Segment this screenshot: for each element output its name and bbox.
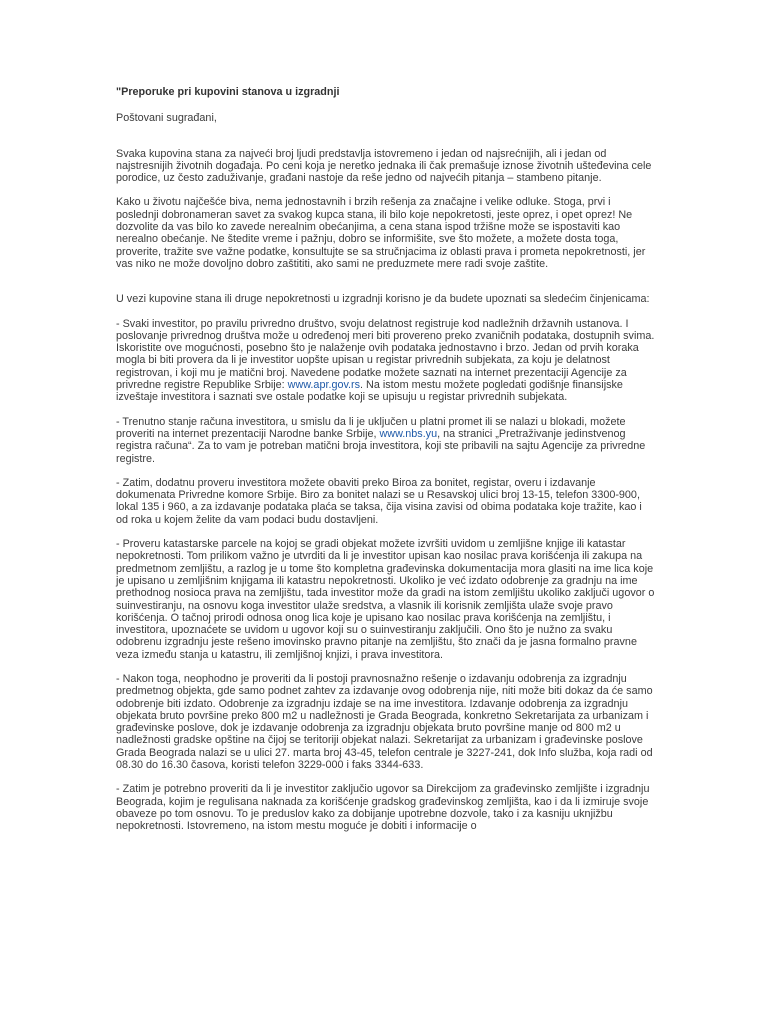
nbs-link[interactable]: www.nbs.yu bbox=[379, 427, 438, 440]
paragraph-direkcija-check: - Zatim je potrebno proveriti da li je investitor zaključio ugovor sa Direkcijom za građevinsko zemljište i izgradnju Beograda, kojim je regulisana naknada za korišćenje gradskog građevinskog zemljišta, kao i da li izmiruje svoje obaveze po tom osnovu. To je preduslov kako za dobijanje upotrebne dozvole, tako i za kasniju uknjižbu nepokretnosti. Istovremeno, na istom mestu moguće je dobiti i informacije o bbox=[116, 783, 650, 833]
paragraph-cadastre-check: - Proveru katastarske parcele na kojoj se gradi objekat možete izvršiti uvidom u zemljišne knjige ili katastar nepokretnosti. Tom prilikom važno je utvrditi da li je investitor upisan kao nosilac prava korišćenja ili zakupa na predmetnom zemljištu, a razlog je u tome što kompletna građevinska dokumentacija mora glasiti na ime lica koje je upisano u zemljišnim knjigama ili katastru nepokretnosti. Ukoliko je već izdato odobrenje za gradnju na ime prethodnog nosioca prava na zemljištu, tada investitor može da gradi na istom zemljištu ukoliko zaključi ugovor o suinvestiranju, na osnovu koga investitor ulaže sredstva, a vlasnik ili korisnik zemljišta ulaže svoje pravo korišćenja. O tačnoj prirodi odnosa onog lica koje je upisano kao nosilac prava korišćenja na zemljištu, i investitora, upoznaćete se uvidom u ugovor koji su o suinvestiranju zaključili. Ono što je nužno za svaku odobrenu izgradnju jeste rešeno imovinsko pravno pitanje na zemljištu, što znači da je jasna formalno pravne veza između stanja u katastru, ili zemljišnoj knjizi, i prava investitora. bbox=[116, 538, 655, 661]
paragraph-apr-check-text-b: . Na istom mestu možete pogledati godišnje finansijske izveštaje investitora i saznati sve ostale podatke koji se upisuju u registar privrednih subjekata. bbox=[116, 379, 623, 404]
paragraph-nbs-check-text-a: - Trenutno stanje računa investitora, u smislu da li je uključen u platni promet ili se nalazi u blokadi, možete proveriti na internet prezentaciji Narodne banke Srbije, bbox=[116, 415, 626, 440]
document-title: "Preporuke pri kupovini stanova u izgradnji bbox=[116, 86, 340, 98]
paragraph-permit-check: - Nakon toga, neophodno je proveriti da li postoji pravnosnažno rešenje o izdavanju odobrenja za izgradnju predmetnog objekta, gde samo podnet zahtev za izdavanje ovog odobrenja nije, niti može biti dokaz da će samo odobrenje biti izdato. Odobrenje za izgradnju izdaje se na ime investitora. Izdavanje odobrenja za izgradnju objekata bruto površine preko 800 m2 u nadležnosti je Grada Beograda, konkretno Sekretarijata za urbanizam i građevinske poslove, dok je izdavanje odobrenja za izgradnju objekata bruto površine manje od 800 m2 u nadležnosti gradske opštine na čijoj se teritoriji objekat nalazi. Sekretarijat za urbanizam i građevinske poslove Grada Beograda nalazi se u ulici 27. marta broj 43-45, telefon centrale je 3227-241, dok Info služba, koja radi od 08.30 do 16.30 časova, koristi telefon 3229-000 i faks 3344-633. bbox=[116, 672, 653, 772]
apr-link[interactable]: www.apr.gov.rs bbox=[287, 379, 361, 392]
paragraph-bonitet-check: - Zatim, dodatnu proveru investitora možete obaviti preko Biroa za bonitet, registar, overu i izdavanje dokumenata Privredne komore Srbije. Biro za bonitet nalazi se u Resavskoj ulici broj 13-15, telefon 3300-900, lokal 135 i 960, a za izdavanje podataka plaća se taksa, čija visina zavisi od obima podataka koje tražite, kao i od roka u kojem želite da vam podaci budu dostavljeni. bbox=[116, 476, 642, 526]
paragraph-intro-2: Kako u životu najčešće biva, nema jednostavnih i brzih rešenja za značajne i velike odluke. Stoga, prvi i poslednji dobronameran savet za svakog kupca stana, ili bilo koje nepokretosti, jeste oprez, i opet oprez! Ne dozvolite da vas bilo ko zavede nerealnim obećanjima, a cena stana ispod tržišne može se ispostaviti kao nerealno obećanje. Ne štedite vreme i pažnju, dobro se informišite, sve što možete, a možete dosta toga, proverite, tražite sve važne podatke, konsultujte se sa stručnjacima iz oblasti prava i prometa nepokretnosti, jer vas niko ne može dovoljno dobro zaštititi, ako sami ne preduzmete mere radi svoje zaštite. bbox=[116, 196, 646, 270]
document-page bbox=[116, 86, 656, 833]
greeting: Poštovani sugrađani, bbox=[116, 112, 217, 125]
paragraph-intro-1: Svaka kupovina stana za najveći broj ljudi predstavlja istovremeno i jedan od najsrećnijih, ali i jedan od najstresnijih životnih događaja. Po ceni koja je neretko jednaka ili čak premašuje iznose životnih ušteđevina cele porodice, uz često zaduživanje, građani nastoje da reše jedno od najvećih pitanja – stambeno pitanje. bbox=[116, 147, 652, 185]
paragraph-nbs-check bbox=[116, 416, 656, 465]
paragraph-nbs-check-text-b: , na stranici „Pretraživanje jedinstvenog registra računa“. Za to vam je potreban matični broja investitora, koji ste pribavili na sajtu Agencije za privredne registre. bbox=[116, 427, 646, 465]
paragraph-lead: U vezi kupovine stana ili druge nepokretnosti u izgradnji korisno je da budete upoznati sa sledećim činjenicama: bbox=[116, 293, 650, 306]
paragraph-apr-check bbox=[116, 318, 656, 404]
paragraph-apr-check-text-a: - Svaki investitor, po pravilu privredno društvo, svoju delatnost registruje kod nadležnih državnih ustanova. I poslovanje privrednog društva može u određenoj meri biti provereno preko zvaničnih podataka, dostupnih svima. Iskoristite ove mogućnosti, posebno što je nalaženje ovih podataka jednostavno i brzo. Jedan od prvih koraka mogla bi biti provera da li je investitor uopšte upisan u registar privrednih subjekata, za koju je delatnost registrovan, i koji mu je matični broj. Navedene podatke možete saznati na internet prezentaciji Agencije za privredne registre Republike Srbije: bbox=[116, 317, 655, 392]
